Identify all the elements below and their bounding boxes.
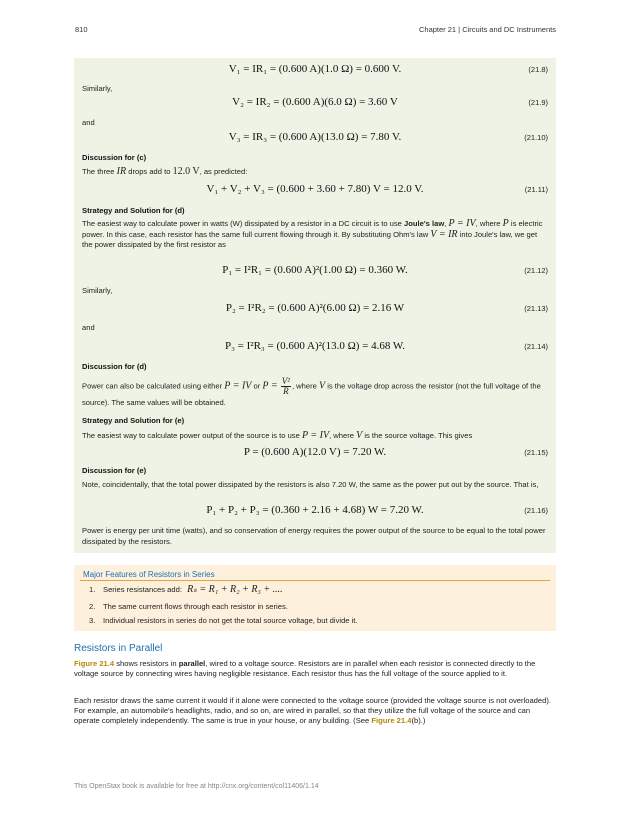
- closing-paragraph: Power is energy per unit time (watts), and so conservation of energy requires the power output of the source to be equal to the total power dissipated by the resistors.: [82, 526, 546, 546]
- equation-21-12: P₁ = I²R₁ = (0.600 A)²(1.00 Ω) = 0.360 W. (21.12): [222, 264, 548, 276]
- equation-21-8: V₁ = IR₁ = (0.600 A)(1.0 Ω) = 0.600 V. (21.8): [228, 63, 548, 75]
- equation-21-15: P = (0.600 A)(12.0 V) = 7.20 W. (21.15): [243, 446, 548, 458]
- series-features-box: [74, 565, 556, 631]
- parallel-paragraph-2: Each resistor draws the same current it would if it alone were connected to the voltage source (provided the voltage source is not overloaded). For example, an automobile's headlights, radio, and so on, are wired in parallel, so that they utilize the full voltage of the source and can operate completely independently. The same is true in your house, or any building. (See Figure 21.4(b).): [74, 696, 551, 725]
- and-text-2: and: [82, 323, 95, 332]
- parallel-paragraph-1: Figure 21.4 shows resistors in parallel, wired to a voltage source. Resistors are in parallel when each resistor is connected directly to the voltage source by connecting wires having negligible resistance. Each resistor thus has the full voltage of the source applied to it.: [74, 659, 536, 678]
- features-divider: [80, 580, 550, 581]
- strategy-d-heading: Strategy and Solution for (d): [82, 206, 185, 215]
- discussion-e-text: Note, coincidentally, that the total power dissipated by the resistors is also 7.20 W, the same as the power put out by the source. That is,: [82, 480, 539, 489]
- features-title: Major Features of Resistors in Series: [83, 570, 215, 579]
- equation-21-14: P₃ = I²R₃ = (0.600 A)²(13.0 Ω) = 4.68 W. (21.14): [224, 340, 548, 352]
- equation-21-10: V₃ = IR₃ = (0.600 A)(13.0 Ω) = 7.80 V. (21.10): [228, 131, 548, 143]
- feature-item-2: 2. The same current flows through each resistor in series.: [89, 602, 288, 611]
- strategy-d-text: The easiest way to calculate power in watts (W) dissipated by a resistor in a DC circuit is to use Joule's law, P = IV, where P is electric power. In this case, each resistor has the same full current flowing through it. By substituting Ohm's law V = IR into Joule's law, we get the power dissipated by the first resistor as: [82, 218, 543, 249]
- equation-21-9: V₂ = IR₂ = (0.600 A)(6.0 Ω) = 3.60 V (21.9): [232, 96, 548, 108]
- strategy-e-heading: Strategy and Solution for (e): [82, 416, 185, 425]
- chapter-title: Chapter 21 | Circuits and DC Instruments: [418, 25, 556, 34]
- similarly-text: Similarly,: [82, 84, 113, 93]
- equation-21-11: V₁ + V₂ + V₃ = (0.600 + 3.60 + 7.80) V = 12.0 V. (21.11): [206, 183, 548, 195]
- equation-21-16: P₁ + P₂ + P₃ = (0.360 + 2.16 + 4.68) W = 7.20 W. (21.16): [206, 504, 548, 516]
- discussion-c-text: The three IR drops add to 12.0 V, as predicted:: [82, 166, 248, 177]
- equation-21-13: P₂ = I²R₂ = (0.600 A)²(6.00 Ω) = 2.16 W (21.13): [225, 302, 548, 314]
- strategy-e-text: The easiest way to calculate power output of the source is to use P = IV, where V is the source voltage. This gives: [82, 430, 473, 441]
- and-text: and: [82, 118, 95, 127]
- discussion-e-heading: Discussion for (e): [82, 466, 147, 475]
- discussion-d-text: Power can also be calculated using either P = IV or P = $\frac{\text{V²}}{R}$ , where V is the voltage drop across the resistor (not the full voltage of the source). The same values will be obtained.: [82, 376, 541, 407]
- feature-item-1: 1. Series resistances add: Rₛ = R₁ + R₂ + R₃ + ....: [89, 584, 283, 595]
- discussion-d-heading: Discussion for (d): [82, 362, 147, 371]
- v-squared-over-r: $\frac{\text{V²}}{R}$: [281, 376, 290, 396]
- discussion-c-heading: Discussion for (c): [82, 153, 147, 162]
- footer-note: This OpenStax book is available for free at http://cnx.org/content/col11406/1.14: [74, 783, 319, 790]
- page-number: 810: [75, 25, 88, 34]
- figure-21-4-link-2[interactable]: Figure 21.4: [371, 716, 412, 725]
- figure-21-4-link[interactable]: Figure 21.4: [74, 659, 115, 668]
- similarly-text-2: Similarly,: [82, 286, 113, 295]
- feature-item-3: 3. Individual resistors in series do not get the total source voltage, but divide it.: [89, 616, 358, 625]
- section-heading-parallel: Resistors in Parallel: [74, 643, 163, 654]
